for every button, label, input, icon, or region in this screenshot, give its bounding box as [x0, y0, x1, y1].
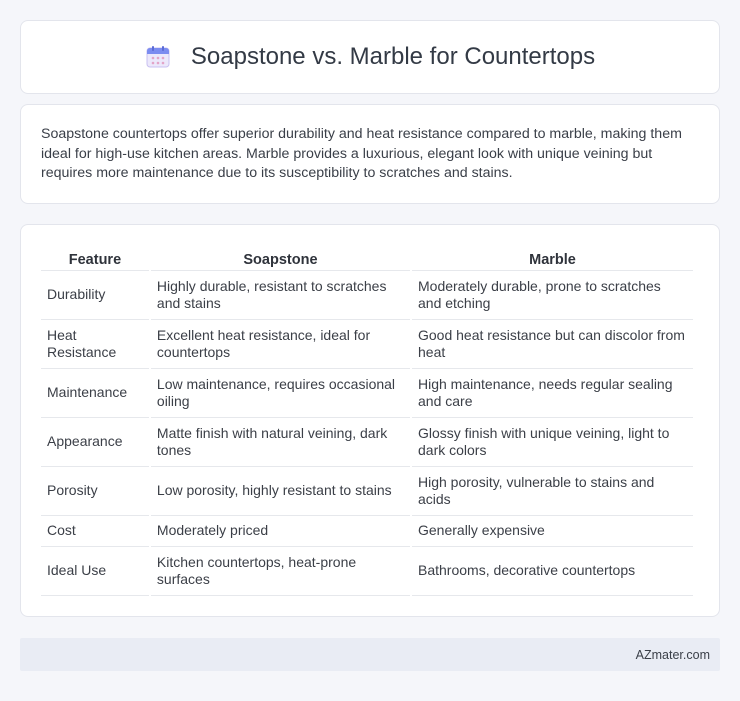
footer	[20, 638, 720, 671]
row-feature: Ideal Use	[41, 547, 149, 596]
footer-brand: AZmater.com	[635, 647, 710, 662]
table-row	[41, 467, 693, 516]
row-marble: Good heat resistance but can discolor from heat	[412, 320, 693, 369]
header-marble: Marble	[412, 245, 693, 271]
row-soapstone: Excellent heat resistance, ideal for countertops	[151, 320, 410, 369]
header-soapstone: Soapstone	[151, 245, 410, 271]
table-row	[41, 547, 693, 596]
row-marble: High porosity, vulnerable to stains and acids	[412, 467, 693, 516]
row-soapstone: Kitchen countertops, heat-prone surfaces	[151, 547, 410, 596]
row-feature: Cost	[41, 516, 149, 547]
row-feature: Durability	[41, 271, 149, 320]
row-feature: Appearance	[41, 418, 149, 467]
row-soapstone: Low porosity, highly resistant to stains	[151, 467, 410, 516]
calendar-icon	[145, 45, 171, 69]
row-marble: High maintenance, needs regular sealing and care	[412, 369, 693, 418]
header-feature: Feature	[41, 245, 149, 271]
row-marble: Glossy finish with unique veining, light to dark colors	[412, 418, 693, 467]
row-feature: Maintenance	[41, 369, 149, 418]
table-row	[41, 418, 693, 467]
row-marble: Generally expensive	[412, 516, 693, 547]
row-soapstone: Highly durable, resistant to scratches and stains	[151, 271, 410, 320]
comparison-table	[39, 245, 695, 596]
row-soapstone: Low maintenance, requires occasional oiling	[151, 369, 410, 418]
row-marble: Moderately durable, prone to scratches and etching	[412, 271, 693, 320]
table-header-row	[41, 245, 693, 271]
title-card	[20, 20, 720, 94]
table-row	[41, 369, 693, 418]
page-title: Soapstone vs. Marble for Countertops	[190, 43, 596, 70]
row-marble: Bathrooms, decorative countertops	[412, 547, 693, 596]
row-feature: Heat Resistance	[41, 320, 149, 369]
row-soapstone: Moderately priced	[151, 516, 410, 547]
row-soapstone: Matte finish with natural veining, dark tones	[151, 418, 410, 467]
summary-text: Soapstone countertops offer superior durability and heat resistance compared to marble, making them ideal for high-use kitchen areas. Marble provides a luxurious, elegant look with unique veining but requires more maintenance due to its susceptibility to scratches and stains.	[41, 126, 682, 181]
table-row	[41, 320, 693, 369]
table-card	[20, 224, 720, 617]
table-row	[41, 271, 693, 320]
row-feature: Porosity	[41, 467, 149, 516]
summary-card	[20, 104, 720, 204]
title-wrap	[145, 43, 595, 71]
table-row	[41, 516, 693, 547]
